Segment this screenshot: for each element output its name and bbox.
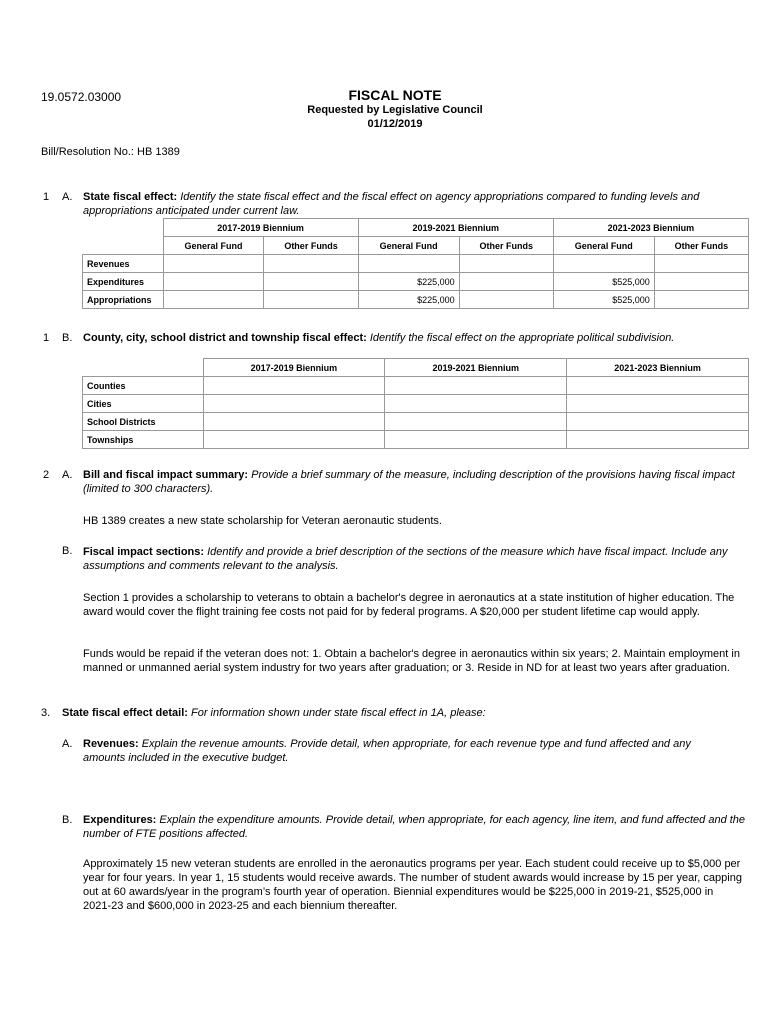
table-cell [163,291,264,309]
table-cell [358,255,459,273]
section-3b-body: Approximately 15 new veteran students are enrolled in the aeronautics programs per year. Each student could receive up to $5,000 per year for four years. In year 1, 15 students would receive awards. The number of student awards would increase by 15 per year, capping out at 60 awards/year in the program’s fourth year of operation. Biennial expenditures would be $225,000 in 2019-21, $525,000 in 2021-23 and $600,000 in 2023-25 and each biennium thereafter. [83,858,742,912]
section-3-title: State fiscal effect detail: [62,707,188,719]
section-3a-instruction: Explain the revenue amounts. Provide detail, when appropriate, for each revenue type and fund affected and any amounts included in the executive budget. [83,738,691,764]
section-3b-instruction: Explain the expenditure amounts. Provide detail, when appropriate, for each agency, line item, and fund affected and the number of FTE positions affected. [83,814,746,840]
section-1a-number: 1 [43,191,50,203]
table-cell [654,255,748,273]
table-row [83,413,749,431]
biennium-header: 2017-2019 Biennium [163,219,358,237]
page-title: FISCAL NOTE [348,87,442,103]
section-3-instruction: For information shown under state fiscal effect in 1A, please: [191,707,486,719]
table-cell [459,273,553,291]
section-2a-letter: A. [62,469,73,481]
section-1a-title: State fiscal effect: [83,191,178,203]
section-1b-instruction: Identify the fiscal effect on the appropriate political subdivision. [369,332,675,344]
table-cell [264,255,358,273]
table-cell [459,255,553,273]
row-label: Townships [83,431,204,449]
section-3-number: 3. [41,707,51,719]
section-2b-paragraph-2: Funds would be repaid if the veteran does not: 1. Obtain a bachelor's degree in aeronautics within six years; 2. Maintain employment in manned or unmanned aerial system industry for two years after graduation; or 3. Reside in ND for at least two years after graduation. [83,648,740,674]
section-1a-heading [83,190,753,218]
fund-header: Other Funds [264,237,358,255]
table-cell [264,291,358,309]
bill-number [41,146,180,158]
state-fiscal-effect-table [82,218,749,309]
table-row [83,255,749,273]
section-3a-letter: A. [62,738,73,750]
row-label: Expenditures [83,273,164,291]
fund-header: General Fund [553,237,654,255]
section-3a-title: Revenues: [83,738,139,750]
page-subtitle: Requested by Legislative Council [307,104,483,116]
table-cell [654,291,748,309]
table-row [83,377,749,395]
biennium-header: 2019-2021 Biennium [358,219,553,237]
section-2b-letter: B. [62,545,73,557]
table-cell [163,255,264,273]
local-fiscal-effect-table [82,358,749,449]
fund-header: General Fund [163,237,264,255]
section-3b-letter: B. [62,814,73,826]
row-label: Cities [83,395,204,413]
section-2a-title: Bill and fiscal impact summary: [83,469,249,481]
row-label: School Districts [83,413,204,431]
section-2a-number: 2 [43,469,50,481]
biennium-header: 2017-2019 Biennium [203,359,385,377]
section-1b-letter: B. [62,332,73,344]
table-cell [553,255,654,273]
section-2a-body: HB 1389 creates a new state scholarship for Veteran aeronautic students. [83,515,442,527]
row-label: Counties [83,377,204,395]
table-cell: $525,000 [553,291,654,309]
section-1a-letter: A. [62,191,73,203]
biennium-header: 2021-2023 Biennium [553,219,748,237]
table-cell [163,273,264,291]
section-3b-heading [83,813,748,841]
bill-number-value: HB 1389 [137,146,180,158]
section-2b-instruction: Identify and provide a brief description of the sections of the measure which have fiscal impact. Include any assumptions and comments relevant to the analysis. [83,546,728,572]
section-1a-instruction: Identify the state fiscal effect and the fiscal effect on agency appropriations compared to funding levels and appropriations anticipated under current law. [83,191,700,217]
document-date: 01/12/2019 [367,118,423,130]
table-row [83,273,749,291]
section-2b-heading [83,545,743,573]
section-2a-heading [83,468,743,496]
section-3b-title: Expenditures: [83,814,157,826]
section-1b-heading [83,331,723,345]
table-row [83,395,749,413]
row-label: Appropriations [83,291,164,309]
document-number: 19.0572.03000 [41,90,122,104]
table-cell [264,273,358,291]
bill-number-label: Bill/Resolution No.: [41,146,134,158]
section-3-heading [62,706,742,720]
table-cell: $525,000 [553,273,654,291]
row-label: Revenues [83,255,164,273]
table-row [83,431,749,449]
table-cell [459,291,553,309]
section-2a-instruction: Provide a brief summary of the measure, including description of the provisions having fiscal impact (limited to 300 characters). [83,469,735,495]
table-cell [654,273,748,291]
table-row [83,291,749,309]
section-2b-title: Fiscal impact sections: [83,546,205,558]
biennium-header: 2021-2023 Biennium [567,359,749,377]
fund-header: General Fund [358,237,459,255]
section-2b-paragraph-1: Section 1 provides a scholarship to veterans to obtain a bachelor's degree in aeronautics at a state institution of higher education. The award would cover the flight training fee costs not paid for by federal programs. A $20,000 per student lifetime cap would apply. [83,592,735,618]
section-3a-heading [83,737,733,765]
fund-header: Other Funds [654,237,748,255]
table-cell: $225,000 [358,291,459,309]
biennium-header: 2019-2021 Biennium [385,359,567,377]
fund-header: Other Funds [459,237,553,255]
section-1b-title: County, city, school district and township fiscal effect: [83,332,367,344]
section-1b-number: 1 [43,332,50,344]
table-cell: $225,000 [358,273,459,291]
